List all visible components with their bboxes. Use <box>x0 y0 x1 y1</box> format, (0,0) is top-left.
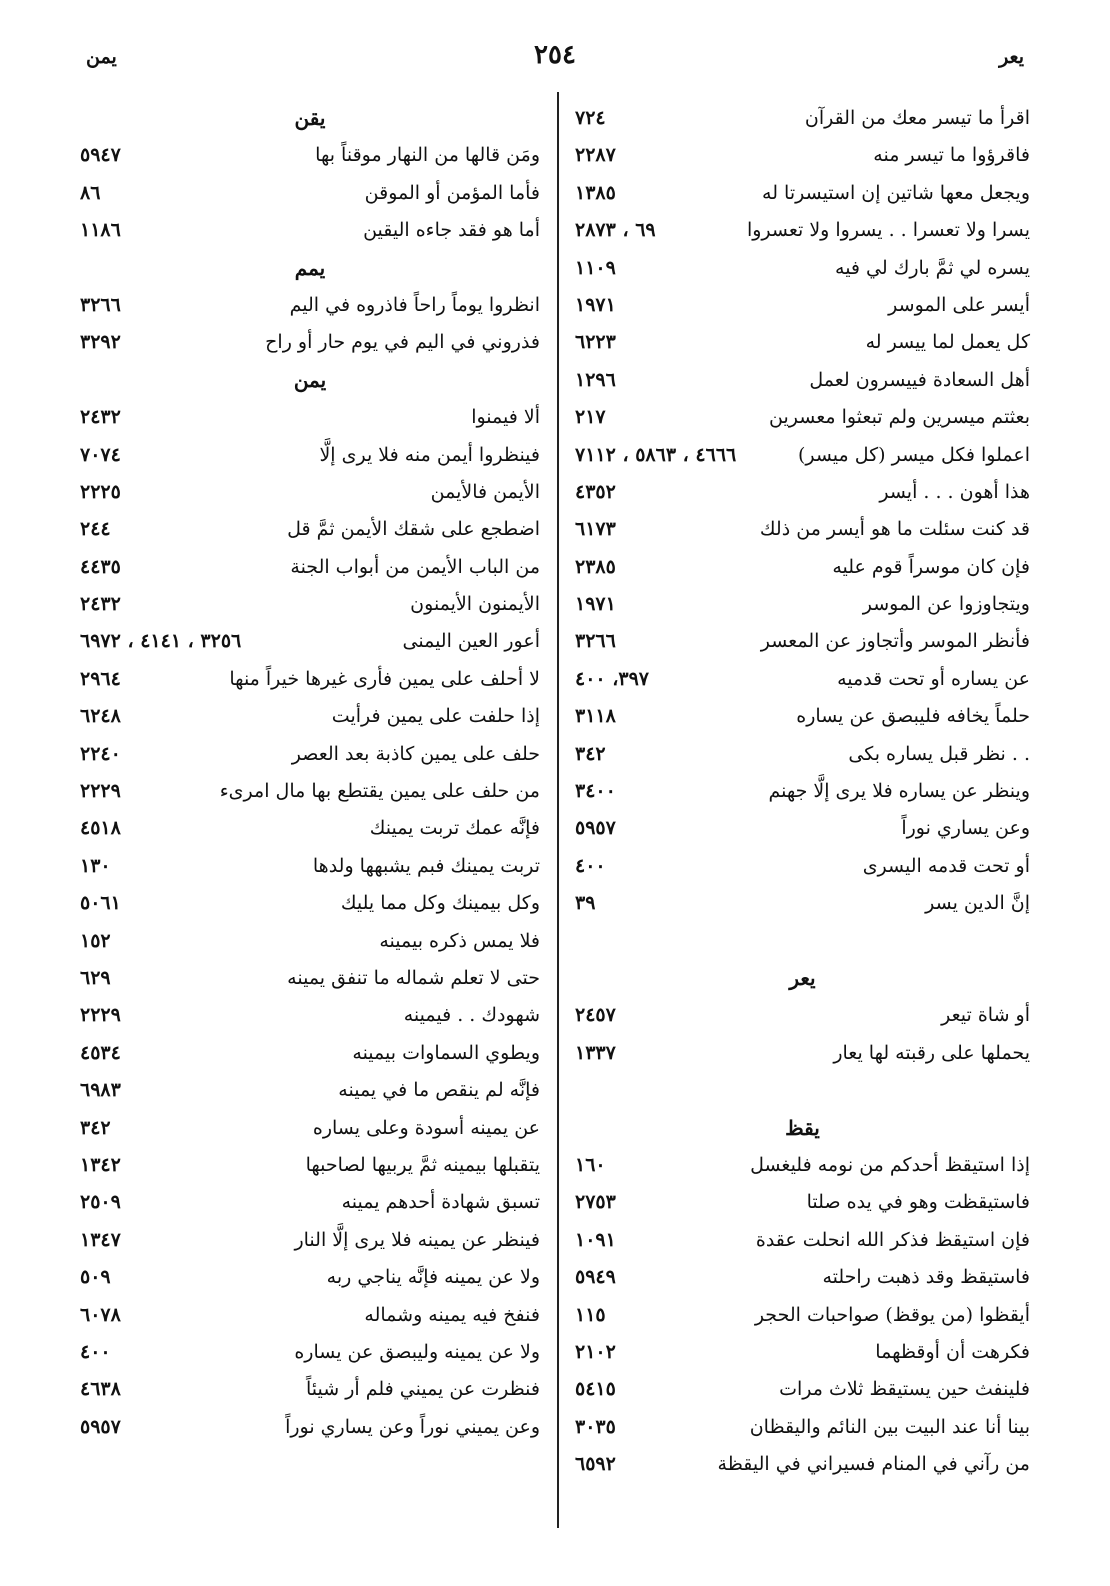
entry-text: الأيمنون الأيمنون <box>410 593 540 616</box>
index-entry <box>575 1259 1030 1296</box>
entry-text: عن يساره أو تحت قدميه <box>837 667 1030 690</box>
entry-text: فنفخ فيه يمينه وشماله <box>364 1303 540 1326</box>
entry-text: وكل بيمينك وكل مما يليك <box>340 892 540 915</box>
entry-reference: ٢٤٣٢ <box>80 406 121 429</box>
index-entry <box>80 960 540 997</box>
entry-reference: ٤٦٦٦ ، ٥٨٦٣ ، ٧١١٢ <box>575 443 737 466</box>
index-entry <box>80 324 540 361</box>
index-entry <box>80 1147 540 1184</box>
entry-text: أو تحت قدمه اليسرى <box>862 854 1030 877</box>
index-entry <box>80 399 540 436</box>
entry-reference: ٣٤٢ <box>575 742 606 765</box>
index-entry <box>80 1110 540 1147</box>
entry-reference: ٤٠٠ <box>575 854 606 877</box>
right-column <box>575 100 1030 1483</box>
page-header <box>60 40 1050 80</box>
index-entry <box>575 324 1030 361</box>
entry-text: يسره لي ثمَّ بارك لي فيه <box>835 256 1030 279</box>
entry-text: فينظر عن يمينه فلا يرى إلَّا النار <box>294 1228 540 1251</box>
entry-reference: ١١٨٦ <box>80 219 121 242</box>
entry-text: فينظروا أيمن منه فلا يرى إلَّا <box>319 443 540 466</box>
entry-text: حتى لا تعلم شماله ما تنفق يمينه <box>287 966 540 989</box>
entry-text: فإن كان موسراً قوم عليه <box>832 555 1030 578</box>
entry-reference: ٢٢٢٩ <box>80 1004 121 1027</box>
entry-text: شهودك . . فيمينه <box>403 1004 540 1027</box>
entry-reference: ١٠٩١ <box>575 1228 616 1251</box>
index-entry <box>80 175 540 212</box>
index-entry <box>80 810 540 847</box>
entry-reference: ٢٣٨٥ <box>575 555 616 578</box>
entry-text: فنظرت عن يميني فلم أر شيئاً <box>306 1378 540 1401</box>
index-entry <box>575 175 1030 212</box>
entry-text: إذا استيقظ أحدكم من نومه فليغسل <box>750 1153 1030 1176</box>
index-entry <box>575 1334 1030 1371</box>
entry-text: تسبق شهادة أحدهم يمينه <box>341 1191 540 1214</box>
entry-text: ولا عن يمينه فإنَّه يناجي ربه <box>326 1266 540 1289</box>
index-entry <box>80 736 540 773</box>
left-column <box>80 100 540 1446</box>
entry-reference: ٣٩ <box>575 892 596 915</box>
entry-text: لا أحلف على يمين فأرى غيرها خيراً منها <box>229 667 540 690</box>
entry-text: بعثتم ميسرين ولم تبعثوا معسرين <box>769 406 1030 429</box>
entry-text: وعن يميني نوراً وعن يساري نوراً <box>285 1415 540 1438</box>
header-right-keyword: يعر <box>999 46 1024 68</box>
index-entry <box>80 1035 540 1072</box>
index-entry <box>575 1222 1030 1259</box>
entry-text: أعور العين اليمنى <box>402 630 540 653</box>
section-heading-label: يمن <box>293 367 327 392</box>
index-entry <box>80 1334 540 1371</box>
entry-text: فاقرؤوا ما تيسر منه <box>873 144 1030 167</box>
entry-text: فإنَّه عمك تربت يمينك <box>369 817 540 840</box>
entry-reference: ٢٤٥٧ <box>575 1004 616 1027</box>
entry-text: بينا أنا عند البيت بين النائم واليقظان <box>749 1415 1030 1438</box>
entry-reference: ٧٠٧٤ <box>80 443 121 466</box>
index-entry <box>80 623 540 660</box>
entry-text: تربت يمينك فبم يشبهها ولدها <box>312 854 540 877</box>
entry-reference: ٥٩٥٧ <box>80 1415 121 1438</box>
section-heading <box>80 362 540 399</box>
entry-reference: ٢٢٢٥ <box>80 480 121 503</box>
entry-reference: ٦١٧٣ <box>575 518 616 541</box>
entry-text: يسرا ولا تعسرا . . يسروا ولا تعسروا <box>746 219 1030 242</box>
entry-text: وعن يساري نوراً <box>901 817 1030 840</box>
entry-text: من الباب الأيمن من أبواب الجنة <box>290 555 540 578</box>
index-entry <box>575 736 1030 773</box>
entry-reference: ٦٢٢٣ <box>575 331 616 354</box>
index-entry <box>80 287 540 324</box>
section-heading-label: يمم <box>294 255 326 280</box>
entry-text: ويطوي السماوات بيمينه <box>352 1041 540 1064</box>
index-entry <box>575 1035 1030 1072</box>
entry-text: ويجعل معها شاتين إن استيسرتا له <box>762 181 1030 204</box>
index-entry <box>80 586 540 623</box>
entry-reference: ١٣٨٥ <box>575 181 616 204</box>
index-entry <box>575 137 1030 174</box>
entry-text: ومَن قالها من النهار موقناً بها <box>315 144 540 167</box>
entry-reference: ١٣٠ <box>80 854 111 877</box>
index-entry <box>80 137 540 174</box>
entry-reference: ٢١٠٢ <box>575 1340 616 1363</box>
entry-reference: ٣٠٣٥ <box>575 1415 616 1438</box>
entry-reference: ٦٢٩ <box>80 966 111 989</box>
index-entry <box>80 1297 540 1334</box>
index-entry <box>575 362 1030 399</box>
entry-text: الأيمن فالأيمن <box>430 480 540 503</box>
entry-text: من رآني في المنام فسيراني في اليقظة <box>717 1453 1030 1476</box>
entry-reference: ٦٢٤٨ <box>80 705 121 728</box>
entry-reference: ٤٠٠ <box>80 1340 111 1363</box>
index-entry <box>80 661 540 698</box>
index-entry <box>575 1446 1030 1483</box>
index-entry <box>575 623 1030 660</box>
index-entry <box>575 661 1030 698</box>
entry-reference: ٢٢٨٧ <box>575 144 616 167</box>
entry-text: فلا يمس ذكره بيمينه <box>379 929 540 952</box>
index-entry <box>575 1297 1030 1334</box>
entry-reference: ٣٢٦٦ <box>575 630 616 653</box>
entry-reference: ٣٤٢ <box>80 1116 111 1139</box>
entry-reference: ٢٧٥٣ <box>575 1191 616 1214</box>
entry-text: كل يعمل لما ييسر له <box>865 331 1030 354</box>
section-heading <box>575 1110 1030 1147</box>
index-entry <box>575 474 1030 511</box>
index-entry <box>575 885 1030 922</box>
index-entry <box>80 773 540 810</box>
section-heading-label: يعر <box>789 965 816 990</box>
index-entry <box>575 586 1030 623</box>
entry-text: فأما المؤمن أو الموقن <box>364 181 540 204</box>
entry-text: إنَّ الدين يسر <box>925 892 1030 915</box>
entry-text: من حلف على يمين يقتطع بها مال امرىء <box>219 780 540 803</box>
entry-text: اقرأ ما تيسر معك من القرآن <box>804 107 1030 129</box>
entry-reference: ١٥٢ <box>80 929 111 952</box>
index-entry <box>575 511 1030 548</box>
index-entry <box>575 923 1030 960</box>
index-entry <box>80 923 540 960</box>
entry-reference: ٣٤٠٠ <box>575 780 616 803</box>
entry-text: هذا أهون . . . أيسر <box>879 480 1030 503</box>
entry-reference: ٢٩٦٤ <box>80 667 121 690</box>
index-entry <box>80 549 540 586</box>
entry-reference: ٥٠٦١ <box>80 892 121 915</box>
index-entry <box>80 698 540 735</box>
index-entry <box>80 437 540 474</box>
index-entry <box>575 1072 1030 1109</box>
index-entry <box>80 212 540 249</box>
entry-text: ولا عن يمينه وليبصق عن يساره <box>294 1340 540 1363</box>
index-entry <box>575 810 1030 847</box>
entry-reference: ٢٤٣٢ <box>80 593 121 616</box>
entry-reference: ١٢٩٦ <box>575 368 616 391</box>
index-entry <box>575 1371 1030 1408</box>
entry-reference: ٧٢٤ <box>575 107 606 129</box>
entry-text: ألا فيمنوا <box>471 406 540 429</box>
page-number: ٢٥٤ <box>534 40 576 70</box>
index-entry <box>80 1072 540 1109</box>
index-entry <box>80 474 540 511</box>
header-left-keyword: يمن <box>86 46 117 68</box>
section-heading <box>80 250 540 287</box>
entry-text: وينظر عن يساره فلا يرى إلَّا جهنم <box>768 780 1030 803</box>
index-entry <box>80 885 540 922</box>
entry-text: فلينفث حين يستيقظ ثلاث مرات <box>779 1378 1030 1401</box>
entry-text: ويتجاوزوا عن الموسر <box>862 593 1030 616</box>
entry-text: فإن استيقظ فذكر الله انحلت عقدة <box>755 1228 1030 1251</box>
entry-reference: ٣٢٩٢ <box>80 331 121 354</box>
entry-reference: ٢١٧ <box>575 406 606 429</box>
entry-reference: ٣١١٨ <box>575 705 616 728</box>
entry-reference: ٣٢٥٦ ، ٤١٤١ ، ٦٩٧٢ <box>80 630 242 653</box>
entry-text: يتقبلها بيمينه ثمَّ يربيها لصاحبها <box>305 1153 540 1176</box>
entry-text: فأنظر الموسر وأتجاوز عن المعسر <box>760 630 1030 653</box>
entry-reference: ١١٠٩ <box>575 256 616 279</box>
entry-reference: ٥٠٩ <box>80 1266 111 1289</box>
index-entry <box>575 698 1030 735</box>
entry-text: فكرهت أن أوقظهما <box>875 1340 1030 1363</box>
entry-text: أهل السعادة فييسرون لعمل <box>809 368 1030 391</box>
entry-reference: ٤٥٣٤ <box>80 1041 121 1064</box>
entry-text: انظروا يوماً راحاً فاذروه في اليم <box>289 293 540 316</box>
entry-text: إذا حلفت على يمين فرأيت <box>331 705 540 728</box>
entry-text: فاستيقظت وهو في يده صلتا <box>806 1191 1030 1214</box>
entry-reference: ١٣٤٢ <box>80 1153 121 1176</box>
entry-reference: ٤٣٥٢ <box>575 480 616 503</box>
index-entry <box>575 437 1030 474</box>
entry-text: حلف على يمين كاذبة بعد العصر <box>291 742 540 765</box>
entry-text: أما هو فقد جاءه اليقين <box>363 219 540 242</box>
index-entry <box>80 1371 540 1408</box>
entry-reference: ٢٥٠٩ <box>80 1191 121 1214</box>
entry-reference: ٥٩٤٩ <box>575 1266 616 1289</box>
entry-reference: ٦٩٨٣ <box>80 1079 121 1102</box>
entry-reference: ٤٥١٨ <box>80 817 121 840</box>
entry-text: . . نظر قبل يساره بكى <box>848 742 1030 765</box>
index-entry <box>575 1409 1030 1446</box>
index-entry <box>575 997 1030 1034</box>
index-entry <box>80 1409 540 1446</box>
entry-text: أو شاة تيعر <box>941 1004 1030 1027</box>
entry-reference: ١١٥ <box>575 1303 606 1326</box>
index-entry <box>575 287 1030 324</box>
entry-reference: ٦٩ ، ٢٨٧٣ <box>575 219 656 242</box>
index-entry <box>575 212 1030 249</box>
section-heading-label: يقظ <box>785 1115 820 1140</box>
section-heading <box>575 960 1030 997</box>
entry-reference: ٨٦ <box>80 181 101 204</box>
entry-text: حلماً يخافه فليبصق عن يساره <box>796 705 1030 728</box>
index-entry <box>80 1184 540 1221</box>
entry-text: يحملها على رقبته لها يعار <box>833 1041 1030 1064</box>
entry-reference: ٣٢٦٦ <box>80 293 121 316</box>
index-entry <box>575 549 1030 586</box>
index-entry <box>80 1222 540 1259</box>
entry-reference: ٥٤١٥ <box>575 1378 616 1401</box>
entry-text: اعملوا فكل ميسر (كل ميسر) <box>797 443 1030 466</box>
entry-reference: ٢٢٢٩ <box>80 780 121 803</box>
index-entry <box>575 399 1030 436</box>
index-entry <box>575 100 1030 137</box>
section-heading <box>80 100 540 137</box>
index-entry <box>575 848 1030 885</box>
entry-reference: ١٣٣٧ <box>575 1041 616 1064</box>
entry-text: أيقظوا (من يوقظ) صواحبات الحجر <box>754 1303 1030 1326</box>
entry-reference: ١٣٤٧ <box>80 1228 121 1251</box>
entry-reference: ١٩٧١ <box>575 293 616 316</box>
index-entry <box>575 1147 1030 1184</box>
entry-text: عن يمينه أسودة وعلى يساره <box>312 1116 540 1139</box>
entry-reference: ١٩٧١ <box>575 593 616 616</box>
entry-text: قد كنت سئلت ما هو أيسر من ذلك <box>759 518 1030 541</box>
entry-text: أيسر على الموسر <box>888 293 1030 316</box>
entry-reference: ٤٤٣٥ <box>80 555 121 578</box>
section-heading-label: يقن <box>294 106 326 130</box>
entry-reference: ٥٩٤٧ <box>80 144 121 167</box>
entry-text: فإنَّه لم ينقص ما في يمينه <box>338 1079 540 1102</box>
entry-reference: ٢٤٤ <box>80 518 111 541</box>
entry-reference: ٤٦٣٨ <box>80 1378 121 1401</box>
index-entry <box>575 773 1030 810</box>
entry-reference: ٢٢٤٠ <box>80 742 121 765</box>
entry-text: فذروني في اليم في يوم حار أو راح <box>265 331 540 354</box>
column-divider <box>557 92 559 1528</box>
entry-reference: ٦٥٩٢ <box>575 1453 616 1476</box>
index-entry <box>80 997 540 1034</box>
entry-reference: ٦٠٧٨ <box>80 1303 121 1326</box>
index-entry <box>80 511 540 548</box>
entry-text: فاستيقظ وقد ذهبت راحلته <box>822 1266 1030 1289</box>
entry-text: اضطجع على شقك الأيمن ثمَّ قل <box>287 518 540 541</box>
entry-reference: ٣٩٧، ٤٠٠ <box>575 667 649 690</box>
entry-reference: ٥٩٥٧ <box>575 817 616 840</box>
index-entry <box>575 250 1030 287</box>
index-entry <box>575 1184 1030 1221</box>
entry-reference: ١٦٠ <box>575 1153 606 1176</box>
index-entry <box>80 1259 540 1296</box>
index-entry <box>80 848 540 885</box>
